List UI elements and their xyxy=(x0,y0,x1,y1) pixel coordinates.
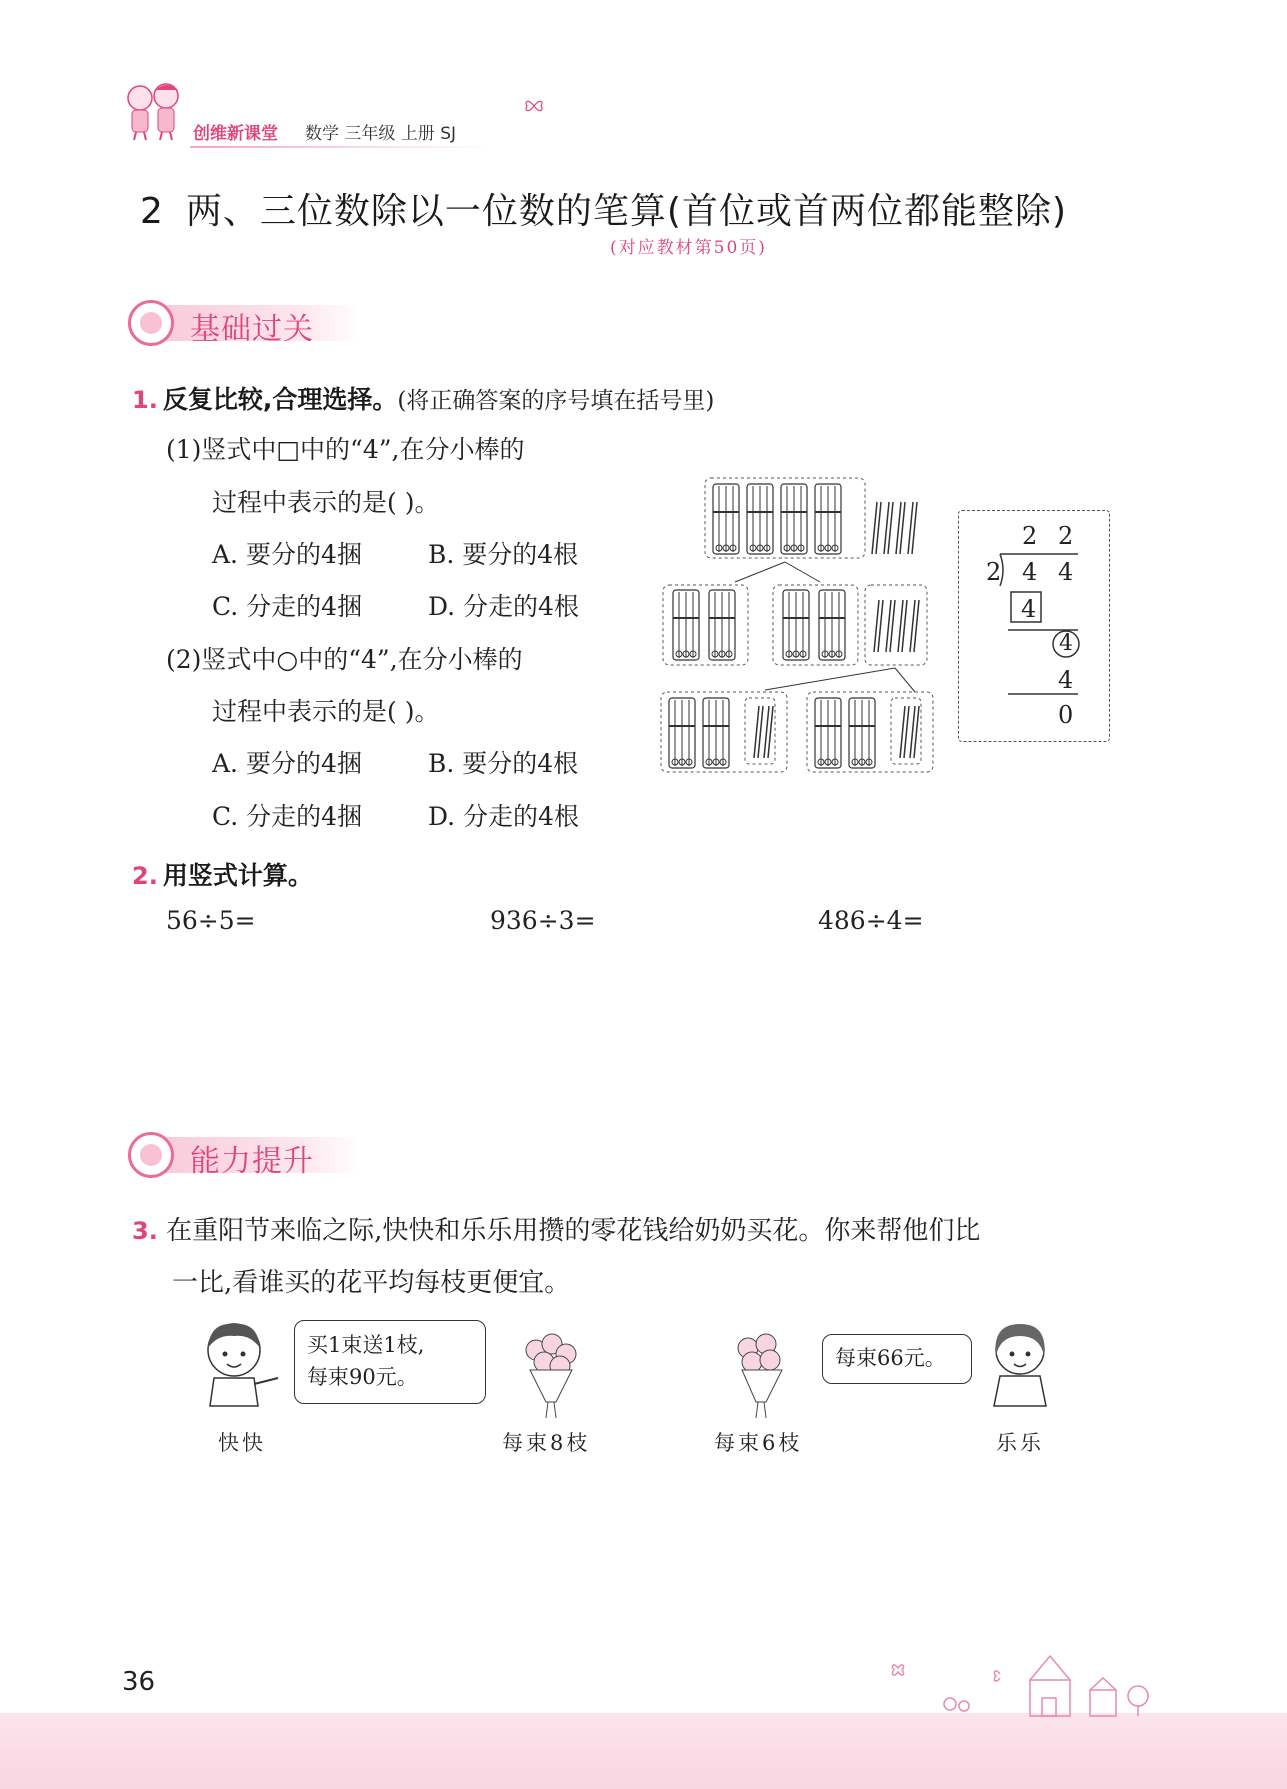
q1-sub2-option-c: C. 分走的4捆 xyxy=(212,802,363,831)
section-ability-label: 能力提升 xyxy=(190,1144,314,1179)
name-lele: 乐乐 xyxy=(996,1431,1044,1455)
q3-number: 3. xyxy=(132,1217,158,1245)
q1-heading xyxy=(132,380,714,416)
q2-title: 用竖式计算。 xyxy=(162,861,313,890)
q3-text-1: 在重阳节来临之际,快快和乐乐用攒的零花钱给奶奶买花。你来帮他们比 xyxy=(166,1216,981,1246)
q2-number: 2. xyxy=(132,862,158,890)
lesson-number: 2 xyxy=(140,191,164,232)
lesson-title xyxy=(140,183,1067,234)
quotient-digit-1: 2 xyxy=(1022,522,1038,550)
header-divider xyxy=(190,146,490,148)
girl-lele-illustration xyxy=(984,1318,1054,1408)
speech-bubble-kuaikuai xyxy=(294,1320,486,1404)
q3-line1 xyxy=(132,1210,980,1247)
footer-band xyxy=(0,1713,1287,1789)
dividend-digit-1: 4 xyxy=(1022,558,1038,586)
q1-sub1-option-b: B. 要分的4根 xyxy=(428,540,579,569)
divisor: 2 xyxy=(986,558,1002,586)
q3-line2: 一比,看谁买的花平均每枝更便宜。 xyxy=(172,1268,571,1298)
kids-logo-illustration xyxy=(118,80,190,142)
q1-sub1-line2: 过程中表示的是( )。 xyxy=(212,488,440,517)
mascot-face-icon xyxy=(128,1132,174,1178)
butterfly-icon xyxy=(524,98,544,114)
brand-name: 创维新课堂 xyxy=(193,124,278,144)
section-basic-label: 基础过关 xyxy=(190,312,314,347)
bubble1-line2: 每束90元。 xyxy=(307,1365,418,1389)
section-basic-badge xyxy=(128,300,373,346)
sticks-division-diagram xyxy=(655,470,945,775)
castle-decoration-icon xyxy=(880,1650,1170,1718)
q1-note: (将正确答案的序号填在括号里) xyxy=(397,388,715,414)
book-info: 数学 三年级 上册 SJ xyxy=(305,124,457,144)
calc-1: 56÷5= xyxy=(166,906,256,935)
bubble1-line1: 买1束送1枝, xyxy=(307,1333,425,1357)
q1-number: 1. xyxy=(132,386,158,414)
lesson-title-text: 两、三位数除以一位数的笔算(首位或首两位都能整除) xyxy=(185,191,1067,232)
q1-sub2-line1: (2)竖式中○中的“4”,在分小棒的 xyxy=(166,645,523,674)
q1-sub1-line1: (1)竖式中□中的“4”,在分小棒的 xyxy=(166,435,525,464)
remainder: 0 xyxy=(1058,701,1074,729)
q1-sub2-option-d: D. 分走的4根 xyxy=(428,802,579,831)
bubble2-text: 每束66元。 xyxy=(835,1346,946,1370)
quotient-digit-2: 2 xyxy=(1058,522,1074,550)
q1-sub1-option-d: D. 分走的4根 xyxy=(428,592,579,621)
name-kuaikuai: 快快 xyxy=(218,1431,266,1455)
q1-sub1-option-c: C. 分走的4捆 xyxy=(212,592,363,621)
dividend-digit-2: 4 xyxy=(1058,558,1074,586)
calc-3: 486÷4= xyxy=(818,906,924,935)
step-subtract-4: 4 xyxy=(1058,666,1074,694)
speech-bubble-lele xyxy=(822,1334,972,1384)
bouquet1-count: 每束8枝 xyxy=(502,1431,591,1455)
textbook-reference: (对应教材第50页) xyxy=(610,238,767,258)
bouquet2-count: 每束6枝 xyxy=(714,1431,803,1455)
q1-sub2-option-b: B. 要分的4根 xyxy=(428,749,579,778)
q1-sub1-option-a: A. 要分的4捆 xyxy=(212,540,362,569)
step-boxed-4: 4 xyxy=(1021,595,1037,623)
section-ability-badge xyxy=(128,1132,373,1178)
calc-2: 936÷3= xyxy=(490,906,596,935)
boy-kuaikuai-illustration xyxy=(200,1318,284,1408)
flower-bouquet-1-icon xyxy=(516,1330,586,1420)
q1-sub2-line2: 过程中表示的是( )。 xyxy=(212,697,440,726)
page-number: 36 xyxy=(122,1667,156,1697)
flower-bouquet-2-icon xyxy=(726,1330,796,1420)
q1-title: 反复比较,合理选择。 xyxy=(162,385,398,414)
q1-sub2-option-a: A. 要分的4捆 xyxy=(212,749,362,778)
q2-heading xyxy=(132,856,313,892)
step-circled-4: 4 xyxy=(1059,631,1073,656)
mascot-face-icon xyxy=(128,300,174,346)
